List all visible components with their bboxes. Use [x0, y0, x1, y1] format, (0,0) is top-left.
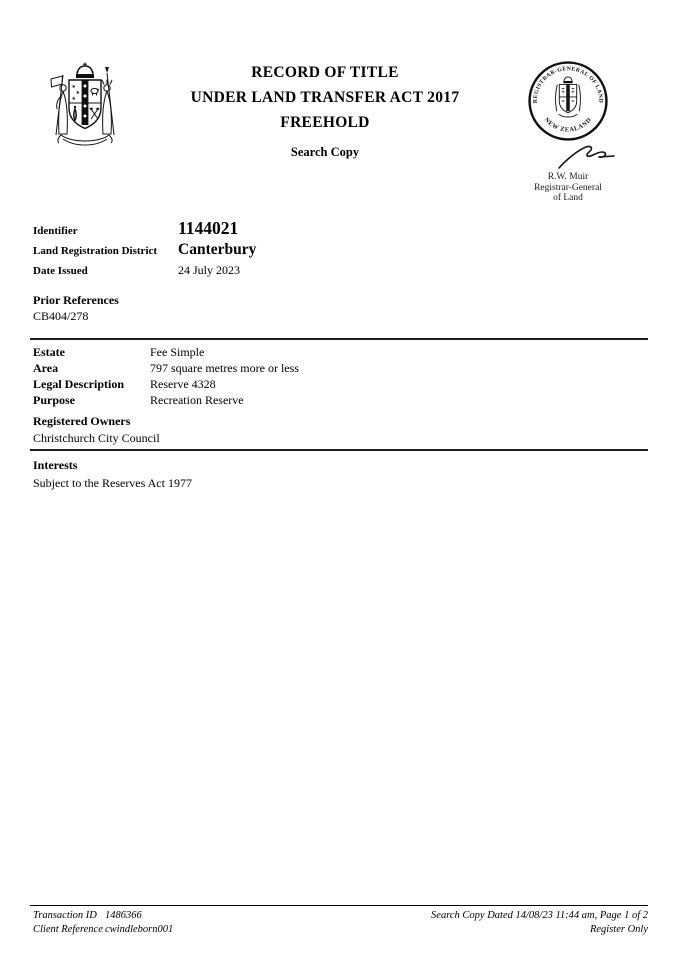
date-issued-value: 24 July 2023 [178, 263, 241, 277]
area-value: 797 square metres more or less [150, 361, 299, 375]
footer-search-copy-line: Search Copy Dated 14/08/23 11:44 am, Page 1 of 2 [431, 910, 648, 921]
transaction-id-label: Transaction ID [33, 910, 97, 921]
title-line-2: UNDER LAND TRANSFER ACT 2017 [190, 89, 460, 106]
prior-references-block [33, 292, 648, 324]
interests-item: Subject to the Reserves Act 1977 [33, 476, 192, 490]
signatory-title-line-1: Registrar-General [534, 182, 602, 193]
purpose-row [33, 393, 648, 409]
client-reference-row [33, 923, 173, 937]
registrar-general-block [498, 60, 638, 204]
footer-register-only-line: Register Only [589, 924, 648, 935]
svg-text:★: ★ [71, 84, 76, 90]
interests-heading: Interests [33, 458, 78, 472]
registered-owners-value: Christchurch City Council [33, 431, 160, 445]
date-issued-label: Date Issued [33, 265, 88, 277]
prior-references-heading: Prior References [33, 293, 119, 307]
legal-description-row [33, 377, 648, 393]
svg-text:★: ★ [71, 96, 76, 102]
area-row [33, 361, 648, 377]
prior-references-value: CB404/278 [33, 309, 89, 323]
svg-text:★: ★ [75, 90, 80, 96]
seal-arc-top-text: REGISTRAR-GENERAL OF LAND [532, 66, 604, 104]
purpose-value: Recreation Reserve [150, 393, 244, 407]
footer-right [431, 909, 648, 937]
area-label: Area [33, 361, 59, 375]
date-issued-row [33, 263, 648, 281]
identifier-value: 1144021 [178, 218, 239, 238]
seal-arc-bottom-text: NEW ZEALAND [542, 116, 594, 134]
footer-left [33, 909, 173, 937]
estate-value: Fee Simple [150, 345, 205, 359]
registered-owners-heading: Registered Owners [33, 414, 131, 428]
land-registration-district-row [33, 241, 648, 263]
client-reference-label: Client Reference [33, 924, 103, 935]
search-copy-subtitle: Search Copy [290, 145, 360, 159]
page-title [140, 60, 510, 160]
section-divider [30, 338, 648, 340]
signatory-text [498, 172, 638, 204]
legal-description-label: Legal Description [33, 377, 124, 391]
section-divider [30, 449, 648, 451]
transaction-id-row [33, 909, 173, 923]
legal-description-value: Reserve 4328 [150, 377, 216, 391]
registrar-general-seal-icon [527, 60, 609, 142]
footer [33, 909, 648, 937]
district-label: Land Registration District [33, 245, 158, 257]
estate-label: Estate [33, 345, 65, 359]
footer-divider [30, 905, 648, 906]
identification-section [33, 218, 648, 324]
district-value: Canterbury [178, 241, 257, 258]
estate-section [33, 345, 648, 446]
title-line-1: RECORD OF TITLE [251, 64, 399, 81]
signatory-title-line-2: of Land [553, 193, 583, 203]
signatory-name: R.W. Muir [547, 172, 589, 182]
svg-text:NEW ZEALAND [543, 116, 593, 133]
client-reference-value: cwindleborn001 [105, 924, 174, 935]
interests-section [33, 457, 648, 491]
purpose-label: Purpose [33, 393, 75, 407]
identifier-label: Identifier [33, 225, 78, 237]
identifier-row [33, 218, 648, 241]
estate-row [33, 345, 648, 361]
title-line-3: FREEHOLD [280, 114, 370, 131]
signature-icon [556, 144, 626, 172]
transaction-id-value: 1486366 [105, 910, 142, 921]
nz-coat-of-arms-icon [33, 58, 137, 176]
